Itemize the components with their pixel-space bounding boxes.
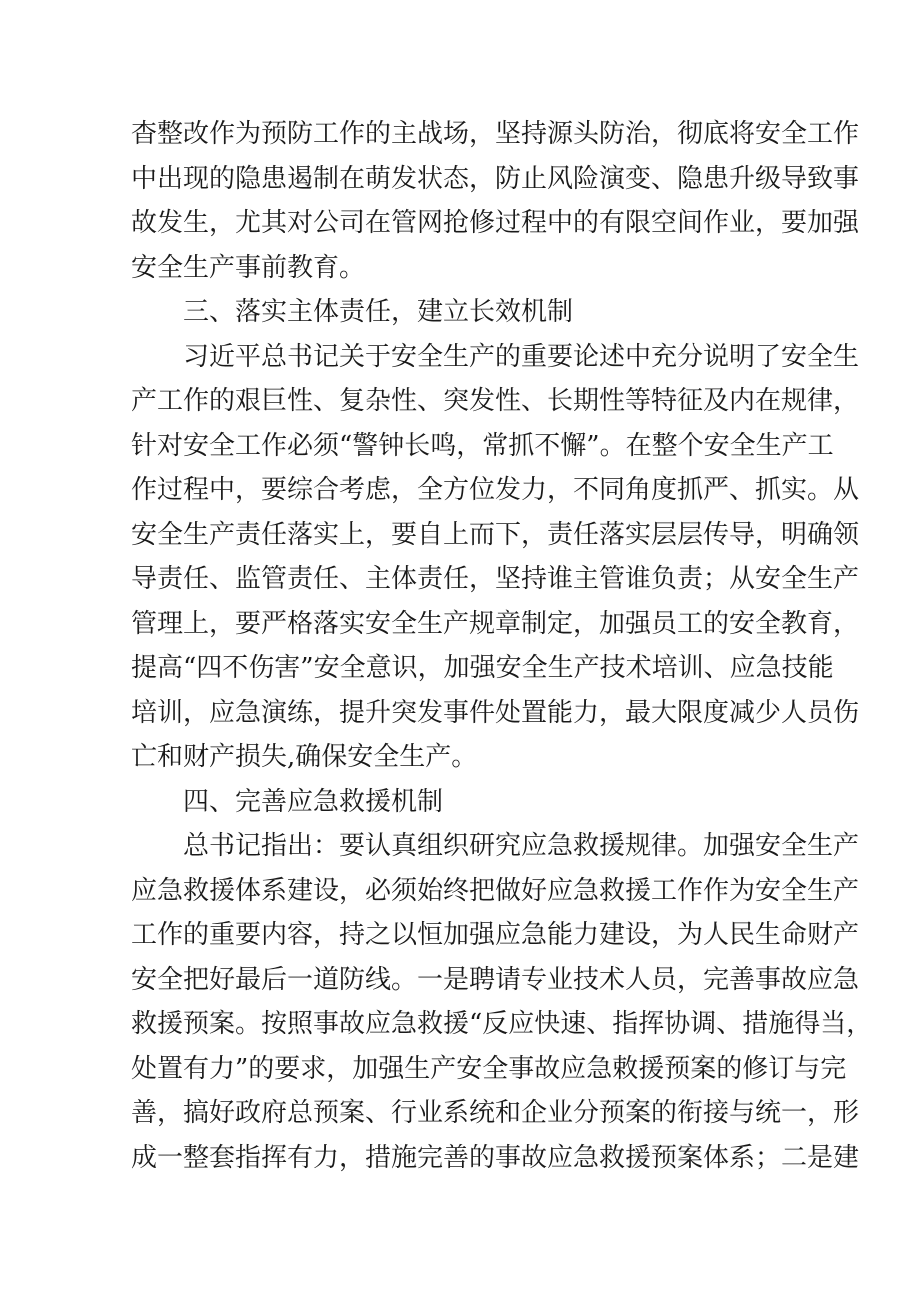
text-line: 针对安全工作必须“警钟长鸣，常抓不懈”。在整个安全生产工 (131, 430, 834, 461)
document-body (131, 112, 873, 1180)
text-line: 安全把好最后一道防线。一是聘请专业技术人员，完善事故应急 (131, 964, 860, 995)
text-line: 中出现的隐患遏制在萌发状态，防止风险演变、隐患升级导致事 (131, 163, 860, 194)
text-line: 产工作的艰巨性、复杂性、突发性、长期性等特征及内在规律， (131, 386, 860, 416)
text-line: 安全生产事前教育。 (131, 252, 366, 283)
text-line: 处置有力”的要求，加强生产安全事故应急敕援预案的修订与完 (131, 1053, 847, 1084)
text-line: 管理上，要严格落实安全生产规章制定，加强员工的安全教育， (131, 608, 860, 639)
text-line: 杳整改作为预防工作的主战场，坚持源头防治，彻底将安全工作 (131, 119, 860, 149)
paragraph-first-line: 习近平总书记关于安全生产的重要论述中充分说明了安全生 (183, 341, 860, 372)
text-line: 应急救援体系建设，必须始终把做好应急救援工作作为安全生产 (131, 875, 860, 906)
text-line: 工作的重要内容，持之以恒加强应急能力建设，为人民生命财产 (131, 920, 860, 950)
text-line: 亡和财产损失,确保安全生产。 (131, 742, 478, 772)
section-heading: 三、落实主体责任，建立长效机制 (183, 297, 574, 327)
text-line: 提高“四不伤害”安全意识，加强安全生产技术培训、应急技能 (131, 653, 834, 683)
paragraph-first-line: 总书记指出：要认真组织研究应急救援规律。加强安全生产 (183, 831, 860, 861)
text-line: 故发生，尤其对公司在管网抢修过程中的有限空间作业，要加强 (131, 208, 860, 238)
text-line: 导责任、监管责任、主体责任，坚持谁主管谁负责；从安全生产 (131, 564, 860, 594)
text-line: 救援预案。按照事故应急救援“反应快速、指挥协调、措施得当， (131, 1009, 873, 1039)
text-line: 培训，应急演练，提升突发事件处置能力，最大限度减少人员伤 (131, 697, 860, 728)
section-heading: 四、完善应急救援机制 (183, 786, 444, 817)
text-line: 安全生产责任落实上，要自上而下，责任落实层层传导，明确领 (131, 519, 860, 550)
text-line: 善，搞好政府总预案、行业系统和企业分预案的衔接与统一，形 (131, 1098, 860, 1128)
text-line: 成一整套指挥有力，措施完善的事故应急救援预案体系；二是建 (131, 1142, 860, 1173)
text-line: 作过程中，要综合考虑，全方位发力，不同角度抓严、抓实。从 (131, 475, 860, 505)
